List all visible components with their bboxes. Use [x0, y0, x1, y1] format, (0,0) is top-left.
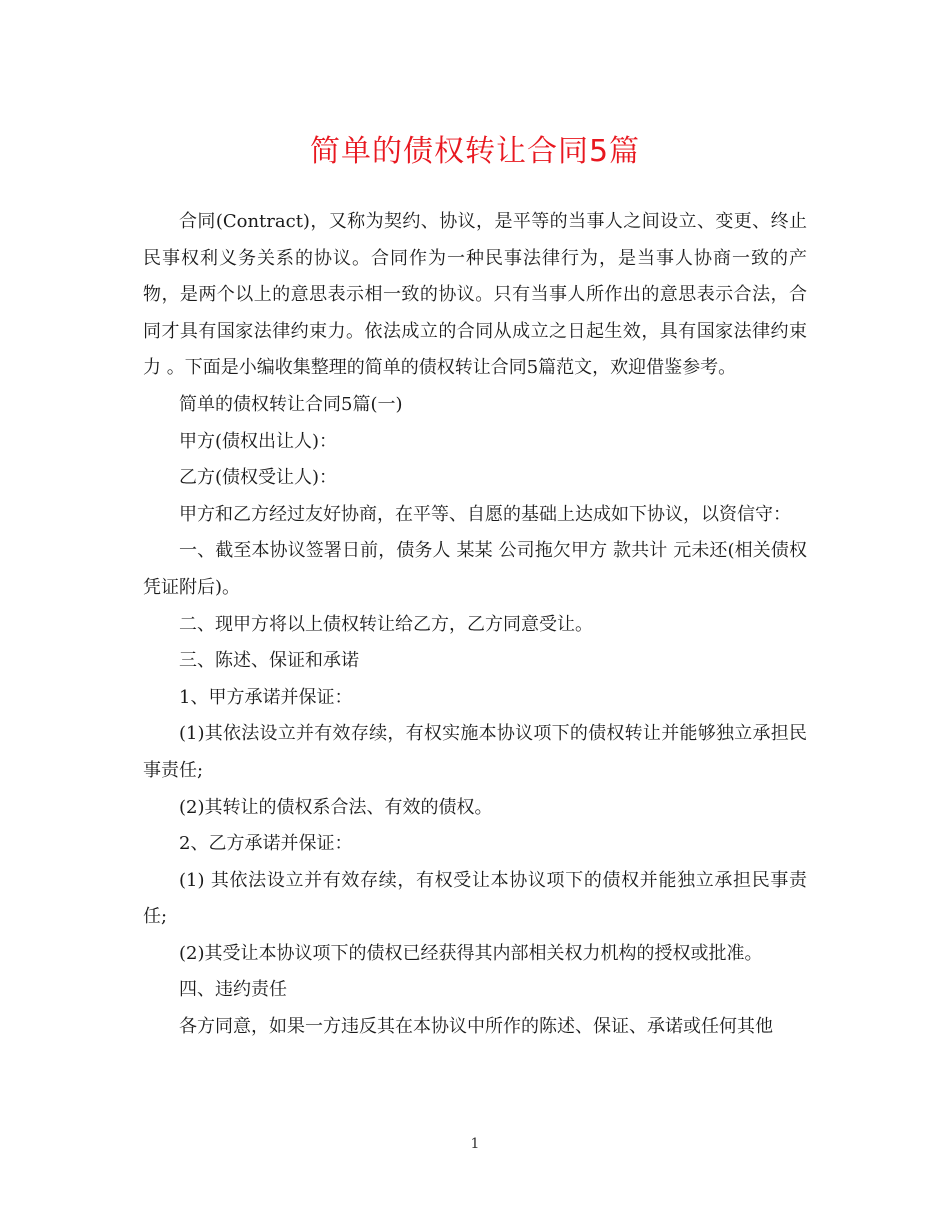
paragraph-intro: 合同(Contract)，又称为契约、协议，是平等的当事人之间设立、变更、终止民事权利义务关系的协议。合同作为一种民事法律行为，是当事人协商一致的产物，是两个以上的意思表示相一致的协议。只有当事人所作出的意思表示合法，合同才具有国家法律约束力。依法成立的合同从成立之日起生效，具有国家法律约束力 。下面是小编收集整理的简单的债权转让合同5篇范文，欢迎借鉴参考。 [143, 211, 807, 379]
paragraph-clause-1: 一、截至本协议签署日前，债务人 某某 公司拖欠甲方 款共计 元未还(相关债权凭证附后)。 [143, 540, 807, 598]
paragraph-clause-4-heading: 四、违约责任 [179, 979, 287, 1001]
page-number: 1 [470, 1136, 480, 1152]
paragraph-party-b-promise: 2、乙方承诺并保证： [179, 833, 353, 855]
paragraph-party-b-item-1: (1) 其依法设立并有效存续，有权受让本协议项下的债权并能独立承担民事责任; [143, 869, 807, 928]
paragraph-clause-2: 二、现甲方将以上债权转让给乙方，乙方同意受让。 [179, 613, 593, 635]
paragraph-breach: 各方同意，如果一方违反其在本协议中所作的陈述、保证、承诺或任何其他 [179, 1016, 773, 1038]
document-body [143, 204, 807, 1046]
paragraph-party-b: 乙方(债权受让人)： [179, 467, 338, 489]
paragraph-party-b-item-2: (2)其受让本协议项下的债权已经获得其内部相关权力机构的授权或批准。 [179, 942, 763, 964]
paragraph-party-a: 甲方(债权出让人)： [179, 430, 338, 452]
paragraph-agreement: 甲方和乙方经过友好协商，在平等、自愿的基础上达成如下协议，以资信守： [179, 503, 791, 525]
paragraph-party-a-promise: 1、甲方承诺并保证： [179, 686, 353, 708]
paragraph-party-a-item-2: (2)其转让的债权系合法、有效的债权。 [179, 796, 493, 818]
paragraph-party-a-item-1: (1)其依法设立并有效存续，有权实施本协议项下的债权转让并能够独立承担民事责任; [143, 723, 807, 781]
document-title: 简单的债权转让合同5篇 [309, 134, 641, 169]
paragraph-clause-3-heading: 三、陈述、保证和承诺 [179, 650, 359, 672]
paragraph-section-heading: 简单的债权转让合同5篇(一) [179, 393, 403, 415]
